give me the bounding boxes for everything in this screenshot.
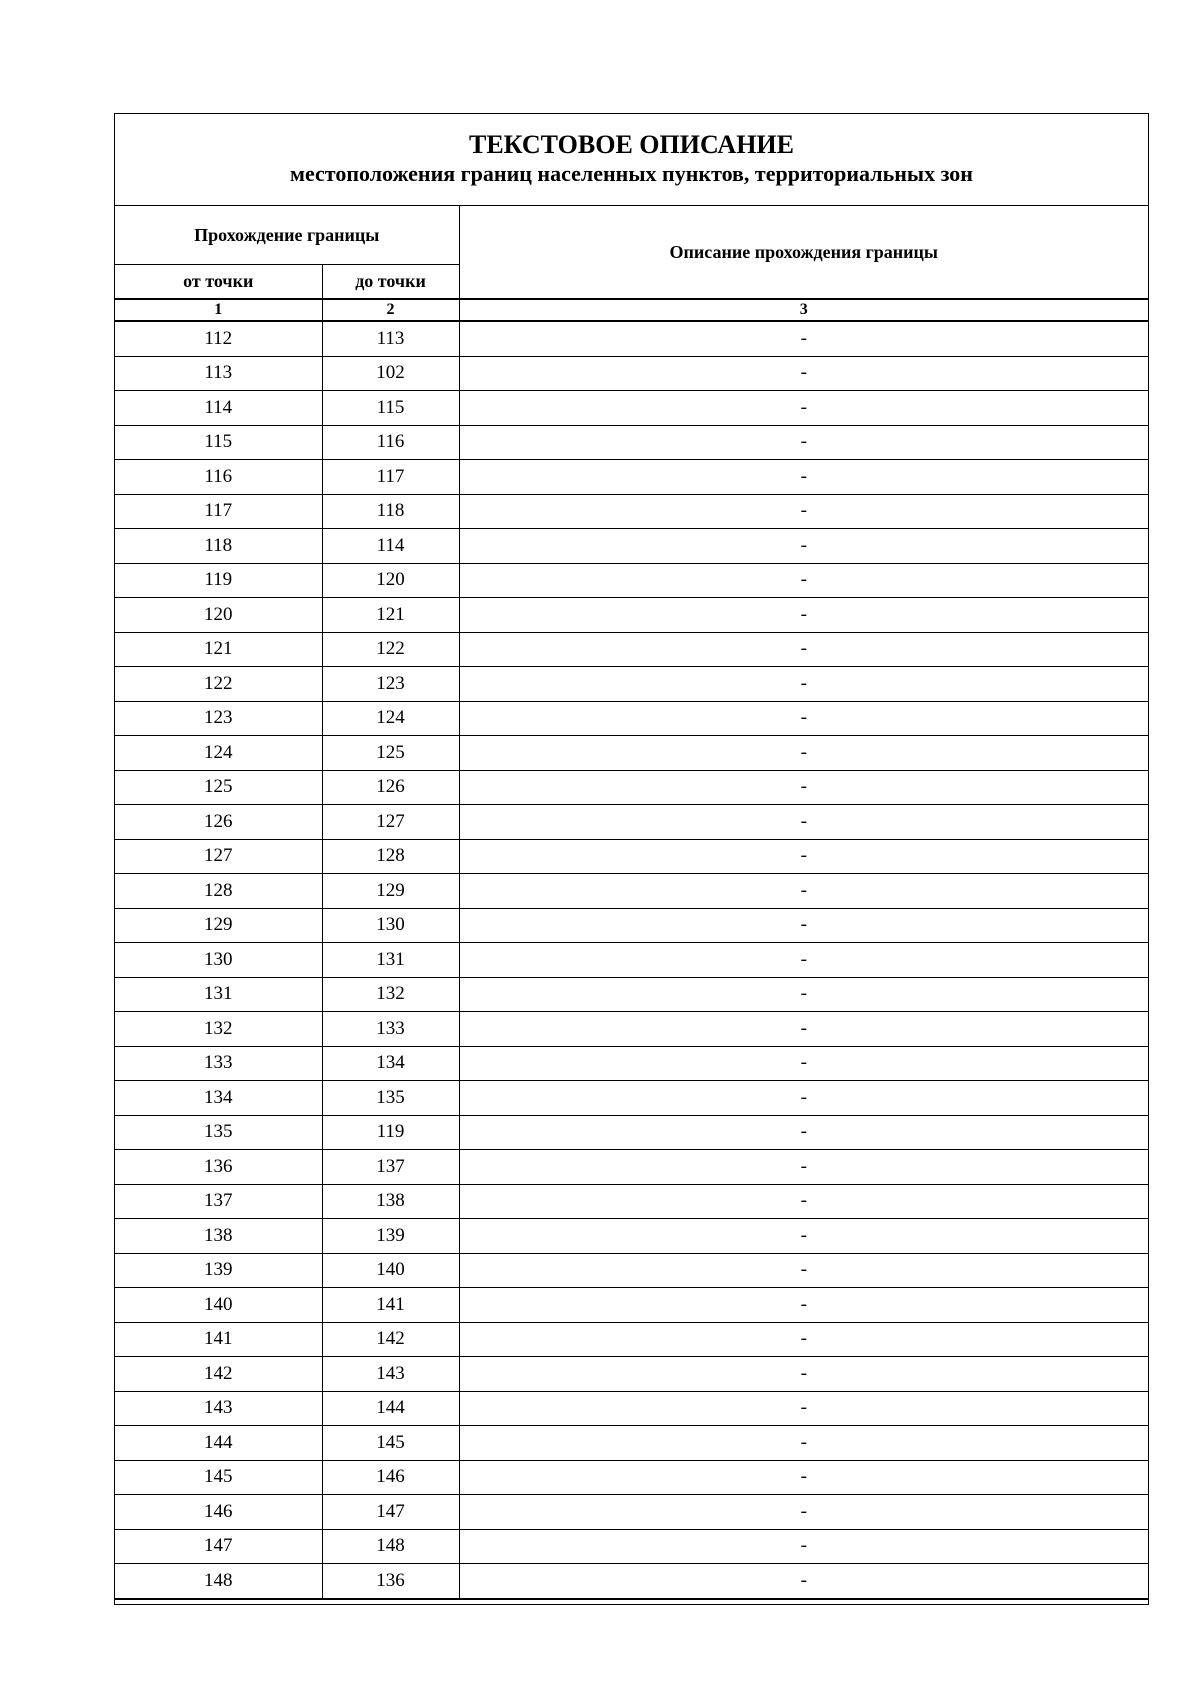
table-row (115, 736, 1148, 771)
header-col-1: 1 (115, 299, 322, 321)
cell-description: - (459, 908, 1148, 943)
cell-from: 142 (115, 1357, 322, 1392)
cell-from: 114 (115, 391, 322, 426)
table-row (115, 321, 1148, 356)
cell-description: - (459, 1495, 1148, 1530)
cell-description: - (459, 460, 1148, 495)
table-row (115, 908, 1148, 943)
cell-description: - (459, 1184, 1148, 1219)
cell-from: 120 (115, 598, 322, 633)
table-body (115, 321, 1148, 1599)
document-title: ТЕКСТОВОЕ ОПИСАНИЕ (468, 130, 794, 159)
cell-to: 125 (322, 736, 459, 771)
cell-from: 141 (115, 1322, 322, 1357)
cell-description: - (459, 701, 1148, 736)
cell-to: 129 (322, 874, 459, 909)
cell-to: 145 (322, 1426, 459, 1461)
cell-from: 129 (115, 908, 322, 943)
cell-to: 122 (322, 632, 459, 667)
cell-to: 114 (322, 529, 459, 564)
table-row (115, 805, 1148, 840)
cell-to: 138 (322, 1184, 459, 1219)
cell-to: 120 (322, 563, 459, 598)
cell-from: 137 (115, 1184, 322, 1219)
table-row (115, 1426, 1148, 1461)
cell-to: 128 (322, 839, 459, 874)
cell-description: - (459, 1460, 1148, 1495)
cell-to: 147 (322, 1495, 459, 1530)
table-row (115, 460, 1148, 495)
cell-to: 121 (322, 598, 459, 633)
cell-from: 140 (115, 1288, 322, 1323)
cell-description: - (459, 1081, 1148, 1116)
cell-from: 125 (115, 770, 322, 805)
cell-description: - (459, 321, 1148, 356)
table-row (115, 1529, 1148, 1564)
cell-to: 137 (322, 1150, 459, 1185)
cell-from: 122 (115, 667, 322, 702)
header-to: до точки (322, 265, 459, 300)
cell-to: 127 (322, 805, 459, 840)
cell-from: 143 (115, 1391, 322, 1426)
cell-from: 124 (115, 736, 322, 771)
cell-description: - (459, 839, 1148, 874)
table-row (115, 1495, 1148, 1530)
cell-description: - (459, 494, 1148, 529)
cell-to: 140 (322, 1253, 459, 1288)
cell-to: 123 (322, 667, 459, 702)
table-row (115, 391, 1148, 426)
table-row (115, 1184, 1148, 1219)
cell-to: 141 (322, 1288, 459, 1323)
table-row (115, 1253, 1148, 1288)
cell-to: 130 (322, 908, 459, 943)
table-row (115, 667, 1148, 702)
cell-from: 146 (115, 1495, 322, 1530)
cell-description: - (459, 667, 1148, 702)
table-row (115, 632, 1148, 667)
table-row (115, 1460, 1148, 1495)
table-row (115, 494, 1148, 529)
cell-description: - (459, 736, 1148, 771)
cell-from: 136 (115, 1150, 322, 1185)
cell-to: 144 (322, 1391, 459, 1426)
cell-to: 143 (322, 1357, 459, 1392)
cell-to: 139 (322, 1219, 459, 1254)
header-col-2: 2 (322, 299, 459, 321)
cell-from: 130 (115, 943, 322, 978)
table-row (115, 1357, 1148, 1392)
cell-description: - (459, 1046, 1148, 1081)
cell-description: - (459, 874, 1148, 909)
cell-from: 138 (115, 1219, 322, 1254)
boundary-table (115, 206, 1148, 1600)
table-row (115, 1288, 1148, 1323)
cell-description: - (459, 1150, 1148, 1185)
cell-from: 116 (115, 460, 322, 495)
table-row (115, 1046, 1148, 1081)
cell-description: - (459, 563, 1148, 598)
cell-from: 123 (115, 701, 322, 736)
cell-description: - (459, 805, 1148, 840)
cell-to: 135 (322, 1081, 459, 1116)
cell-from: 121 (115, 632, 322, 667)
table-row (115, 1115, 1148, 1150)
cell-from: 134 (115, 1081, 322, 1116)
cell-from: 113 (115, 356, 322, 391)
cell-description: - (459, 1288, 1148, 1323)
cell-from: 117 (115, 494, 322, 529)
table-row (115, 977, 1148, 1012)
cell-to: 136 (322, 1564, 459, 1599)
cell-to: 146 (322, 1460, 459, 1495)
cell-description: - (459, 1529, 1148, 1564)
table-row (115, 701, 1148, 736)
table-row (115, 1322, 1148, 1357)
cell-description: - (459, 1391, 1148, 1426)
cell-to: 126 (322, 770, 459, 805)
cell-from: 131 (115, 977, 322, 1012)
document-subtitle: местоположения границ населенных пунктов, территориальных зон (290, 161, 973, 186)
cell-from: 148 (115, 1564, 322, 1599)
cell-from: 126 (115, 805, 322, 840)
cell-to: 116 (322, 425, 459, 460)
cell-from: 144 (115, 1426, 322, 1461)
cell-description: - (459, 1322, 1148, 1357)
cell-from: 127 (115, 839, 322, 874)
table-row (115, 770, 1148, 805)
cell-from: 115 (115, 425, 322, 460)
cell-description: - (459, 425, 1148, 460)
cell-from: 119 (115, 563, 322, 598)
table-row (115, 563, 1148, 598)
cell-description: - (459, 977, 1148, 1012)
cell-from: 133 (115, 1046, 322, 1081)
header-description: Описание прохождения границы (459, 206, 1148, 299)
table-row (115, 874, 1148, 909)
table-row (115, 529, 1148, 564)
cell-description: - (459, 1012, 1148, 1047)
cell-description: - (459, 1357, 1148, 1392)
cell-from: 139 (115, 1253, 322, 1288)
cell-to: 124 (322, 701, 459, 736)
cell-from: 128 (115, 874, 322, 909)
cell-description: - (459, 1253, 1148, 1288)
cell-description: - (459, 391, 1148, 426)
header-from: от точки (115, 265, 322, 300)
cell-from: 112 (204, 327, 233, 349)
table-row (115, 1219, 1148, 1254)
table-row (115, 1391, 1148, 1426)
header-col-3: 3 (459, 299, 1148, 321)
document-page (114, 113, 1149, 1605)
header-passage: Прохождение границы (115, 206, 459, 265)
title-block (115, 114, 1148, 206)
table-row (115, 839, 1148, 874)
cell-description: - (459, 770, 1148, 805)
cell-to: 117 (322, 460, 459, 495)
cell-description: - (459, 529, 1148, 564)
cell-from: 135 (115, 1115, 322, 1150)
cell-from: 132 (115, 1012, 322, 1047)
table-row (115, 943, 1148, 978)
cell-description: - (459, 632, 1148, 667)
cell-to: 132 (322, 977, 459, 1012)
cell-to: 148 (322, 1529, 459, 1564)
table-row (115, 1012, 1148, 1047)
table-row (115, 1081, 1148, 1116)
cell-description: - (459, 1426, 1148, 1461)
cell-to: 115 (322, 391, 459, 426)
cell-to: 142 (322, 1322, 459, 1357)
cell-to: 113 (322, 321, 459, 356)
table-row (115, 1150, 1148, 1185)
cell-to: 119 (322, 1115, 459, 1150)
cell-description: - (459, 943, 1148, 978)
cell-to: 134 (322, 1046, 459, 1081)
cell-description: - (459, 598, 1148, 633)
cell-from: 118 (115, 529, 322, 564)
cell-from: 147 (115, 1529, 322, 1564)
cell-from: 145 (115, 1460, 322, 1495)
cell-to: 133 (322, 1012, 459, 1047)
cell-description: - (459, 1219, 1148, 1254)
table-row (115, 598, 1148, 633)
cell-to: 102 (322, 356, 459, 391)
cell-to: 118 (322, 494, 459, 529)
table-row (115, 425, 1148, 460)
cell-to: 131 (322, 943, 459, 978)
table-row (115, 1564, 1148, 1599)
cell-description: - (459, 1564, 1148, 1599)
cell-description: - (459, 1115, 1148, 1150)
cell-description: - (459, 356, 1148, 391)
table-row (115, 356, 1148, 391)
